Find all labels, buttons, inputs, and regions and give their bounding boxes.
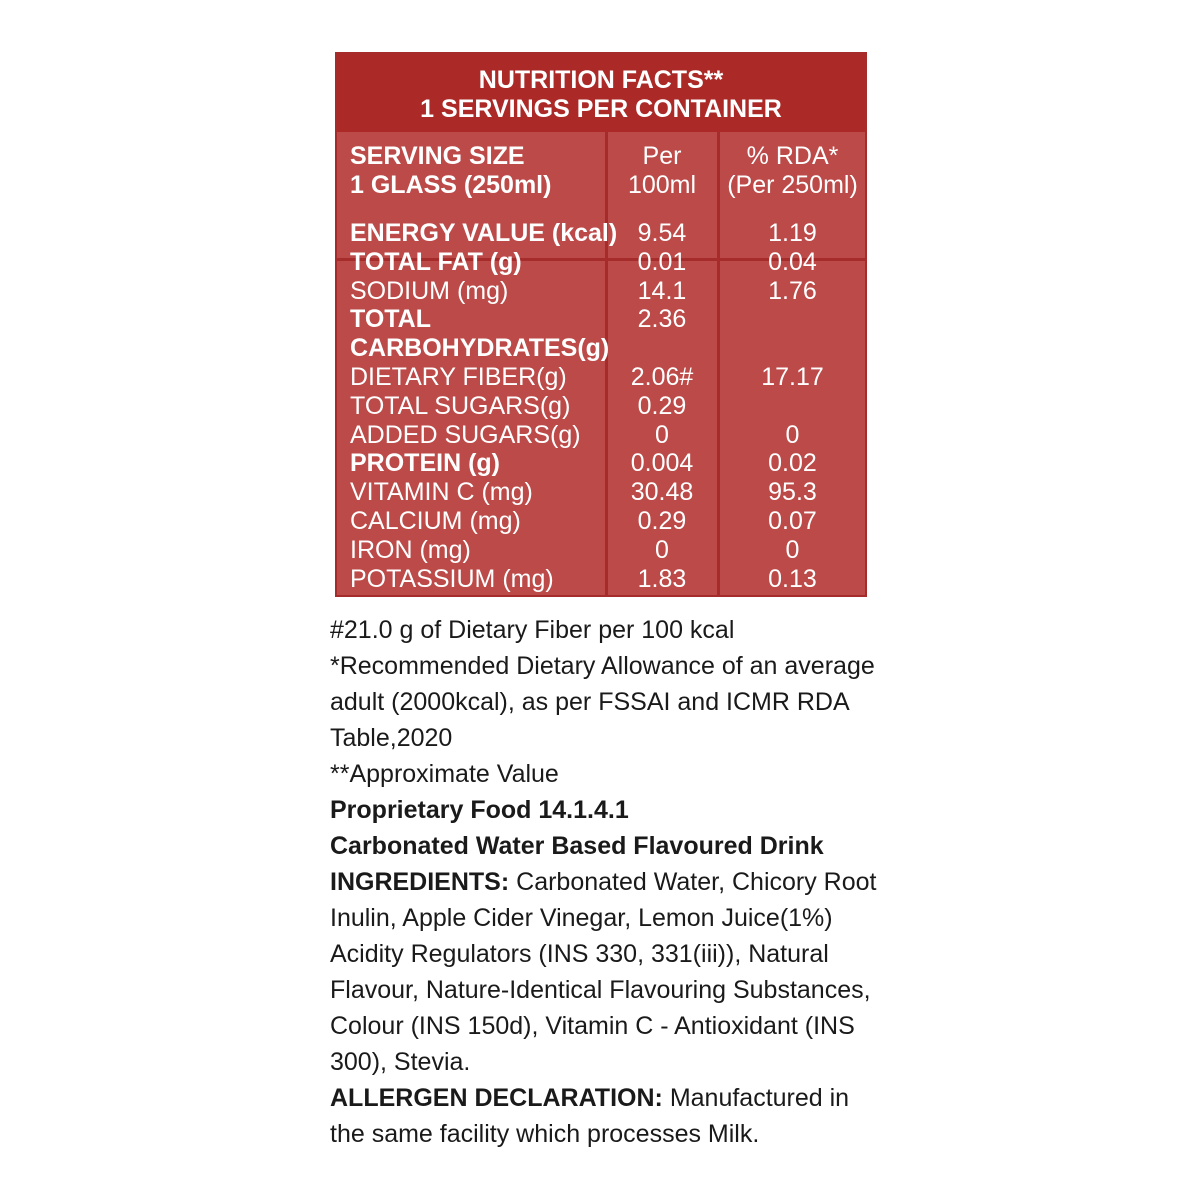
nutrient-name: TOTAL FAT (g) [350,247,522,276]
nutrient-rda: 0 [785,420,800,449]
nutrient-name: ENERGY VALUE (kcal) [350,219,618,247]
nutrient-rda: 17.17 [761,363,824,391]
rda-footnote: *Recommended Dietary Allowance of an average adult (2000kcal), as per FSSAI and ICMR RDA Table,2020 [330,652,875,752]
nutrient-name-continued: CARBOHYDRATES(g) [350,334,610,363]
ingredients-label: INGREDIENTS: [330,868,510,896]
nutrient-rda: 0.07 [768,507,817,535]
label-notes [330,612,890,1152]
nutrient-per-100ml: 0.004 [630,449,694,478]
nutrient-per-100ml: 0.29 [637,391,687,420]
nutrient-name: CALCIUM (mg) [350,507,521,535]
nutrient-rda: 0.13 [768,564,817,593]
allergen-text: Manufactured in the same facility which processes Milk. [330,1084,850,1148]
ingredients [330,864,890,1080]
product-type: Carbonated Water Based Flavoured Drink [330,832,824,860]
nutrient-rda: 0 [785,535,800,564]
nutrient-name: IRON (mg) [350,535,471,564]
nutrient-per-100ml: 2.06# [630,363,694,391]
rda-label: % RDA* [746,142,839,170]
servings-per-container: 1 SERVINGS PER CONTAINER [420,95,782,123]
nutrient-name: VITAMIN C (mg) [350,478,533,507]
nutrient-name: POTASSIUM (mg) [350,564,554,593]
nutrient-per-100ml: 2.36 [637,305,687,334]
serving-size-value: 1 GLASS (250ml) [350,171,552,199]
allergen-declaration [330,1080,890,1152]
nutrient-per-100ml: 30.48 [630,478,694,507]
food-category: Proprietary Food 14.1.4.1 [330,796,629,824]
per-unit: 100ml [627,171,697,199]
nutrient-per-100ml: 1.83 [637,564,687,593]
serving-size-label: SERVING SIZE [350,142,525,170]
allergen-label: ALLERGEN DECLARATION: [330,1084,663,1112]
nutrient-rda: 95.3 [768,478,817,507]
nutrient-per-100ml: 9.54 [637,219,687,247]
nutrition-title: NUTRITION FACTS** [478,66,724,94]
nutrient-name: SODIUM (mg) [350,276,509,305]
nutrient-per-100ml: 0.01 [637,247,687,276]
per-label: Per [642,142,682,170]
nutrient-rda: 1.76 [768,276,817,305]
nutrition-facts-panel [335,52,867,597]
fiber-footnote: #21.0 g of Dietary Fiber per 100 kcal [330,616,735,644]
nutrient-rda: 0.02 [768,449,817,478]
nutrient-per-100ml: 0 [655,535,669,564]
rda-unit: (Per 250ml) [727,171,858,199]
nutrient-rda: 1.19 [768,219,817,247]
nutrient-per-100ml: 14.1 [637,276,687,305]
nutrition-header [337,54,865,132]
nutrient-name: DIETARY FIBER(g) [350,363,567,391]
nutrient-per-100ml: 0 [655,420,669,449]
nutrient-name: TOTAL SUGARS(g) [350,391,571,420]
nutrient-per-100ml: 0.29 [637,507,687,535]
nutrient-name: TOTAL [350,305,432,334]
nutrient-name: ADDED SUGARS(g) [350,420,581,449]
ingredients-text: Carbonated Water, Chicory Root Inulin, Apple Cider Vinegar, Lemon Juice(1%) Acidity Regulators (INS 330, 331(iii)), Natural Flavour, Nature-Identical Flavouring Substances, Colour (INS 150d), Vitamin C - Antioxidant (INS 300), Stevia. [330,868,877,1076]
approx-footnote: **Approximate Value [330,760,559,788]
nutrient-name: PROTEIN (g) [350,449,500,478]
nutrient-rda: 0.04 [768,247,817,276]
